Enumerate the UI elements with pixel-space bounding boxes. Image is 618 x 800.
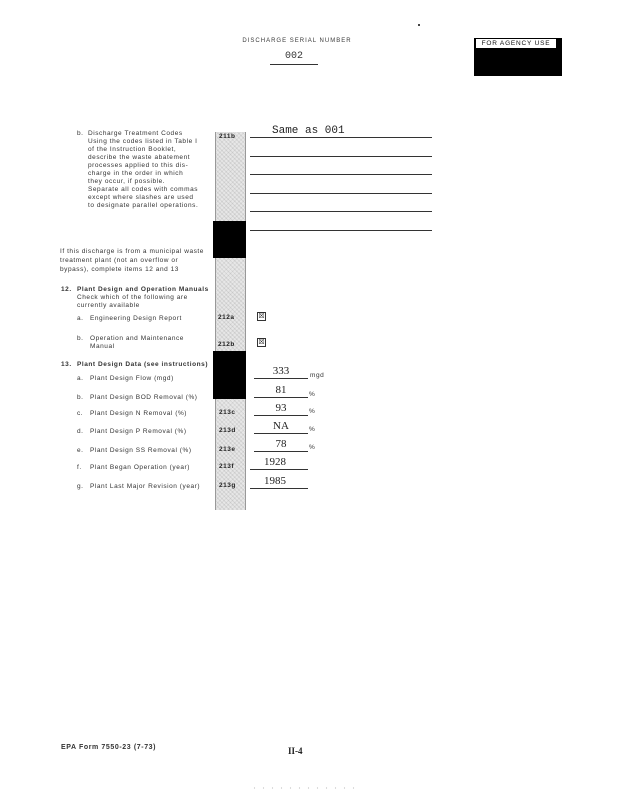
ss-removal-underline: [254, 451, 308, 452]
p-removal-unit: %: [309, 426, 316, 433]
code-213g: 213g: [219, 482, 236, 489]
item-13b-label: Plant Design BOD Removal (%): [90, 394, 198, 401]
code-column: [215, 132, 246, 510]
scan-noise: [250, 787, 360, 789]
began-operation-underline: [250, 469, 308, 470]
code-212a: 212a: [218, 314, 235, 321]
item-13d-marker: d.: [77, 428, 84, 435]
item-b-line: describe the waste abatement: [88, 154, 191, 161]
bod-removal-underline: [254, 397, 308, 398]
item-13b-marker: b.: [77, 394, 84, 401]
began-operation-value[interactable]: 1928: [264, 456, 286, 468]
item-13e-label: Plant Design SS Removal (%): [90, 447, 192, 454]
last-revision-underline: [250, 488, 308, 489]
answer-line-4[interactable]: [250, 193, 432, 194]
item-b-line: Separate all codes with commas: [88, 186, 199, 193]
answer-line-1: [250, 137, 432, 138]
code-213e: 213e: [219, 446, 236, 453]
item-12b-marker: b.: [77, 335, 84, 342]
n-removal-unit: %: [309, 408, 316, 415]
municipal-note: [60, 247, 212, 274]
design-flow-value[interactable]: 333: [272, 365, 290, 377]
answer-line-3[interactable]: [250, 174, 432, 175]
item-13a-label: Plant Design Flow (mgd): [90, 375, 174, 382]
item-13f-label: Plant Began Operation (year): [90, 464, 190, 471]
answer-line-5[interactable]: [250, 211, 432, 212]
redaction-block-1: [213, 221, 246, 258]
operation-manual-checkbox[interactable]: ☒: [258, 339, 265, 346]
item-b-line: except where slashes are used: [88, 194, 194, 201]
item-b-line: to designate parallel operations.: [88, 202, 199, 209]
answer-line-2[interactable]: [250, 156, 432, 157]
code-211b: 211b: [219, 133, 236, 140]
serial-number-underline: [270, 64, 318, 65]
agency-use-label: FOR AGENCY USE: [476, 39, 556, 48]
code-213d: 213d: [219, 427, 236, 434]
item-13d-label: Plant Design P Removal (%): [90, 428, 187, 435]
item-12b-label-line: Operation and Maintenance: [90, 335, 184, 342]
municipal-note-line: treatment plant (not an overflow or: [60, 257, 179, 264]
item-12-heading: [77, 286, 212, 310]
item-b-line: processes applied to this dis-: [88, 162, 189, 169]
page-number: II-4: [288, 746, 303, 756]
form-identifier: EPA Form 7550-23 (7-73): [61, 744, 157, 751]
item-12-subtitle-line: currently available: [77, 302, 140, 309]
redaction-block-2: [213, 351, 246, 399]
item-13g-marker: g.: [77, 483, 84, 490]
design-flow-underline: [254, 378, 308, 379]
ss-removal-unit: %: [309, 444, 316, 451]
item-13e-marker: e.: [77, 447, 84, 454]
engineering-report-checkbox[interactable]: ☒: [258, 313, 265, 320]
code-212b: 212b: [218, 341, 235, 348]
n-removal-underline: [254, 415, 308, 416]
bod-removal-value[interactable]: 81: [275, 384, 287, 396]
item-b-marker: b.: [77, 130, 84, 137]
treatment-codes-answer[interactable]: Same as 001: [272, 125, 345, 137]
item-12-title: Plant Design and Operation Manuals: [77, 286, 209, 293]
last-revision-value[interactable]: 1985: [264, 475, 286, 487]
item-13c-label: Plant Design N Removal (%): [90, 410, 188, 417]
item-13a-marker: a.: [77, 375, 84, 382]
code-213c: 213c: [219, 409, 236, 416]
answer-line-6[interactable]: [250, 230, 432, 231]
item-12-subtitle-line: Check which of the following are: [77, 294, 188, 301]
bod-removal-unit: %: [309, 391, 316, 398]
serial-number-value[interactable]: 002: [284, 51, 303, 62]
item-12b-label: [90, 335, 210, 351]
item-13-title: Plant Design Data (see instructions): [77, 361, 209, 368]
item-b-line: they occur, if possible.: [88, 178, 166, 185]
municipal-note-line: bypass), complete items 12 and 13: [60, 266, 179, 273]
item-b-line: Using the codes listed in Table I: [88, 138, 198, 145]
item-12b-label-line: Manual: [90, 343, 115, 350]
p-removal-value[interactable]: NA: [273, 420, 289, 432]
serial-number-label: DISCHARGE SERIAL NUMBER: [242, 38, 352, 44]
item-12a-label: Engineering Design Report: [90, 315, 182, 322]
item-b-line: charge in the order in which: [88, 170, 184, 177]
item-b-line: Discharge Treatment Codes: [88, 130, 183, 137]
item-13c-marker: c.: [77, 410, 84, 417]
item-b-text: [88, 130, 212, 210]
item-12a-marker: a.: [77, 315, 84, 322]
design-flow-unit: mgd: [310, 372, 325, 379]
n-removal-value[interactable]: 93: [275, 402, 287, 414]
speck-mark: [418, 24, 420, 26]
item-13g-label: Plant Last Major Revision (year): [90, 483, 201, 490]
item-b-line: of the Instruction Booklet,: [88, 146, 177, 153]
item-13-number: 13.: [61, 361, 72, 368]
municipal-note-line: If this discharge is from a municipal waste: [60, 248, 204, 255]
code-213f: 213f: [219, 463, 235, 470]
item-12-number: 12.: [61, 286, 72, 293]
item-13f-marker: f.: [77, 464, 82, 471]
ss-removal-value[interactable]: 78: [275, 438, 287, 450]
p-removal-underline: [254, 433, 308, 434]
